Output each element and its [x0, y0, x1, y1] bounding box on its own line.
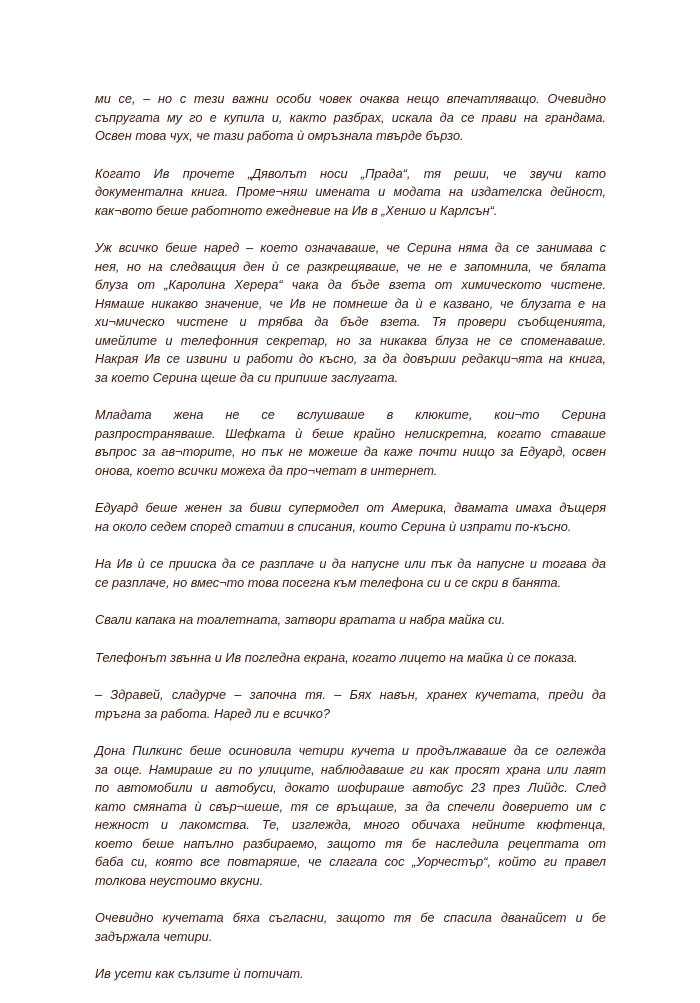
- text-line: толкова неустоимо вкусни.: [95, 872, 264, 888]
- paragraph: [95, 686, 606, 723]
- paragraph: [95, 239, 606, 387]
- paragraph: [95, 165, 606, 221]
- text-line: Когато Ив прочете „Дяволът носи „Прада“, тя реши, че звучи като: [95, 165, 606, 181]
- text-line: На Ив ѝ се прииска да се разплаче и да напусне или пък да напусне и тогава да: [95, 556, 606, 571]
- text-line: Телефонът звънна и Ив погледна екрана, когато лицето на майка ѝ се показа.: [95, 649, 578, 665]
- text-line: разпространяваше. Шефката ѝ беше крайно нелискретна, когато ставаше: [95, 425, 606, 441]
- paragraph: [95, 965, 606, 984]
- text-line: как¬вото беше работното ежедневие на Ив в „Хеншо и Карлсън“.: [95, 202, 498, 218]
- paragraph: [95, 742, 606, 890]
- text-line: Ив усети как сълзите ѝ потичат.: [95, 966, 304, 981]
- text-line: Освен това чух, че тази работа ѝ омръзнала твърде бързо.: [95, 128, 464, 143]
- text-line: въпрос за ав¬торите, но пък не можеше да каже почти нищо за Едуард, освен: [95, 444, 606, 459]
- text-line: задържала четири.: [95, 928, 213, 944]
- paragraph: [95, 499, 606, 536]
- text-line: като смяната ѝ свър¬шеше, тя се връщаше, за да спечели доверието им с: [95, 798, 606, 814]
- body-text: [95, 90, 606, 1003]
- text-line: нежност и лакомства. Те, изглежда, много обичаха нейните кюфтенца,: [95, 817, 606, 832]
- text-line: Едуард беше женен за бивш супермодел от Америка, двамата имаха дъщеря: [95, 500, 606, 515]
- text-line: за още. Намираше ги по улиците, наблюдаваше ги как просят храна или лаят: [95, 761, 606, 777]
- text-line: Накрая Ив се извини и работи до късно, за да довърши редакци¬ята на книга,: [95, 351, 606, 366]
- text-line: баба си, която все повтаряше, че слагала сос „Уорчестър“, който ги правел: [95, 854, 606, 869]
- text-line: Младата жена не се вслушваше в клюките, кои¬то Серина: [95, 407, 606, 422]
- text-line: което беше напълно разбираемо, защото тя бе наследила рецептата от: [95, 835, 606, 851]
- text-line: блуза от „Каролина Херера“ чака да бъде взета от химическото чистене.: [95, 277, 606, 292]
- text-line: онова, което всички можеха да про¬четат в интернет.: [95, 462, 438, 478]
- paragraph: [95, 90, 606, 146]
- text-line: хи¬мическо чистене и трябва да бъде взета. Тя провери съобщенията,: [95, 314, 606, 329]
- text-line: Нямаше никакво значение, че Ив не помнеше да ѝ е казвано, че блузата е на: [95, 295, 606, 311]
- text-line: съпругата му го е купила и, както разбрах, искала да се прави на грандама.: [95, 109, 606, 125]
- text-line: документална книга. Проме¬няш имената и модата на издателска дейност,: [95, 184, 606, 199]
- text-line: по автомобили и автобуси, докато шофираше автобус 23 през Лийдс. След: [95, 780, 606, 795]
- text-line: на около седем според статии в списания, които Серина ѝ изпрати по-късно.: [95, 518, 572, 534]
- paragraph: [95, 555, 606, 592]
- paragraph: [95, 611, 606, 630]
- paragraph: [95, 909, 606, 946]
- paragraph: [95, 406, 606, 480]
- text-line: тръгна за работа. Наред ли е всичко?: [95, 705, 330, 721]
- text-line: се разплаче, но вмес¬то това посегна към телефона си и се скри в банята.: [95, 574, 562, 590]
- text-line: ми се, – но с тези важни особи човек очаква нещо впечатляващо. Очевидно: [95, 91, 606, 106]
- text-line: Дона Пилкинс беше осиновила четири кучета и продължаваше да се оглежда: [95, 743, 606, 758]
- paragraph: [95, 649, 606, 668]
- text-line: – Здравей, сладурче – започна тя. – Бях навън, хранех кучетата, преди да: [95, 687, 606, 702]
- text-line: имейлите и телефонния секретар, но за никаква блуза не се споменаваше.: [95, 332, 606, 348]
- text-line: за което Серина щеше да си припише заслугата.: [95, 369, 399, 385]
- text-line: нея, но на следващия ден ѝ се разкрещяваше, че не е запомнила, че бялата: [95, 258, 606, 274]
- text-line: Свали капака на тоалетната, затвори вратата и набра майка си.: [95, 612, 506, 627]
- text-line: Очевидно кучетата бяха съгласни, защото тя бе спасила дванайсет и бе: [95, 910, 606, 925]
- text-line: Уж всичко беше наред – което означаваше, че Серина няма да се занимава с: [95, 240, 606, 255]
